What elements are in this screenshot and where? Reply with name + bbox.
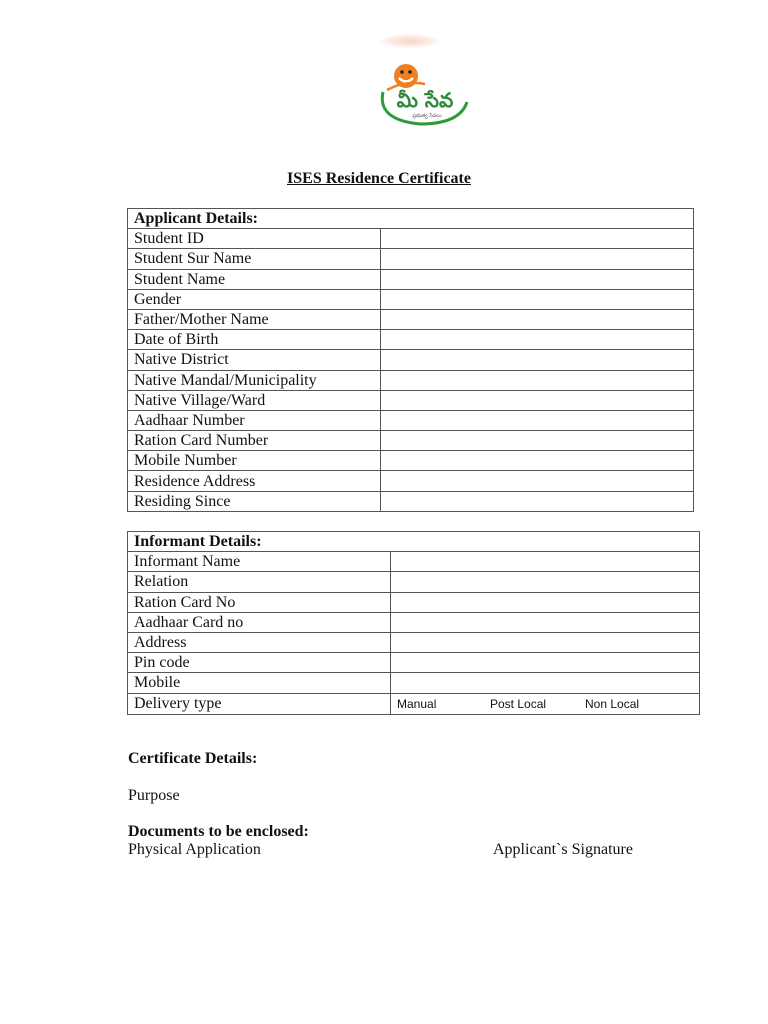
svg-text:మీ సేవ: మీ సేవ [396, 88, 454, 112]
field-label: Father/Mother Name [128, 309, 381, 329]
field-value[interactable] [381, 471, 694, 491]
field-value[interactable] [381, 229, 694, 249]
purpose-label: Purpose [128, 787, 180, 804]
svg-text:ప్రభుత్వ సేవలు: ప్రభుత్వ సేవలు [412, 113, 442, 119]
table-row [128, 471, 694, 491]
field-value[interactable] [391, 572, 700, 592]
field-label: Mobile Number [128, 451, 381, 471]
applicant-details-table [127, 208, 694, 512]
delivery-option-post-local: Post Local [490, 696, 547, 711]
field-value[interactable] [391, 612, 700, 632]
table-row [128, 673, 700, 693]
field-value[interactable] [381, 390, 694, 410]
field-value[interactable] [381, 289, 694, 309]
field-value[interactable] [381, 431, 694, 451]
table-row [128, 653, 700, 673]
field-value[interactable] [381, 249, 694, 269]
table-row [128, 289, 694, 309]
table-row [128, 390, 694, 410]
table-row [128, 491, 694, 511]
field-value[interactable] [381, 350, 694, 370]
physical-application: Physical Application [128, 841, 261, 858]
table-row [128, 269, 694, 289]
certificate-heading: Certificate Details: [128, 750, 258, 767]
field-label: Mobile [128, 673, 391, 693]
field-label: Ration Card Number [128, 431, 381, 451]
field-label: Aadhaar Card no [128, 612, 391, 632]
field-label: Relation [128, 572, 391, 592]
field-value[interactable] [381, 309, 694, 329]
table-row [128, 632, 700, 652]
table-row [128, 330, 694, 350]
field-value[interactable] [391, 653, 700, 673]
page-title: ISES Residence Certificate [287, 170, 471, 187]
field-label: Delivery type [128, 693, 391, 714]
field-label: Informant Name [128, 552, 391, 572]
field-label: Student Sur Name [128, 249, 381, 269]
table-row [128, 350, 694, 370]
field-value[interactable] [381, 370, 694, 390]
field-value[interactable] [391, 673, 700, 693]
field-label: Aadhaar Number [128, 410, 381, 430]
delivery-options [391, 693, 700, 714]
field-label: Address [128, 632, 391, 652]
field-value[interactable] [391, 632, 700, 652]
delivery-option-non-local: Non Local [585, 696, 640, 711]
documents-heading: Documents to be enclosed: [128, 823, 309, 840]
field-value[interactable] [381, 491, 694, 511]
field-label: Native Mandal/Municipality [128, 370, 381, 390]
table-row [128, 612, 700, 632]
table-row [128, 572, 700, 592]
field-value[interactable] [391, 592, 700, 612]
table-row [128, 249, 694, 269]
applicant-signature-label: Applicant`s Signature [493, 841, 633, 858]
field-value[interactable] [381, 410, 694, 430]
meeseva-logo [375, 62, 475, 132]
applicant-heading: Applicant Details: [128, 209, 694, 229]
table-row [128, 370, 694, 390]
table-row [128, 309, 694, 329]
table-row [128, 431, 694, 451]
field-label: Pin code [128, 653, 391, 673]
field-label: Ration Card No [128, 592, 391, 612]
delivery-option-manual: Manual [397, 696, 437, 711]
scan-smudge [380, 34, 440, 48]
table-row [128, 229, 694, 249]
table-row [128, 410, 694, 430]
table-row [128, 592, 700, 612]
field-label: Gender [128, 289, 381, 309]
field-value[interactable] [381, 451, 694, 471]
field-label: Native Village/Ward [128, 390, 381, 410]
field-value[interactable] [381, 330, 694, 350]
field-label: Residence Address [128, 471, 381, 491]
field-value[interactable] [381, 269, 694, 289]
field-label: Date of Birth [128, 330, 381, 350]
table-row [128, 693, 700, 714]
field-label: Student Name [128, 269, 381, 289]
informant-details-table [127, 531, 700, 715]
informant-heading: Informant Details: [128, 532, 700, 552]
field-label: Student ID [128, 229, 381, 249]
field-label: Native District [128, 350, 381, 370]
field-label: Residing Since [128, 491, 381, 511]
table-row [128, 552, 700, 572]
field-value[interactable] [391, 552, 700, 572]
table-row [128, 451, 694, 471]
